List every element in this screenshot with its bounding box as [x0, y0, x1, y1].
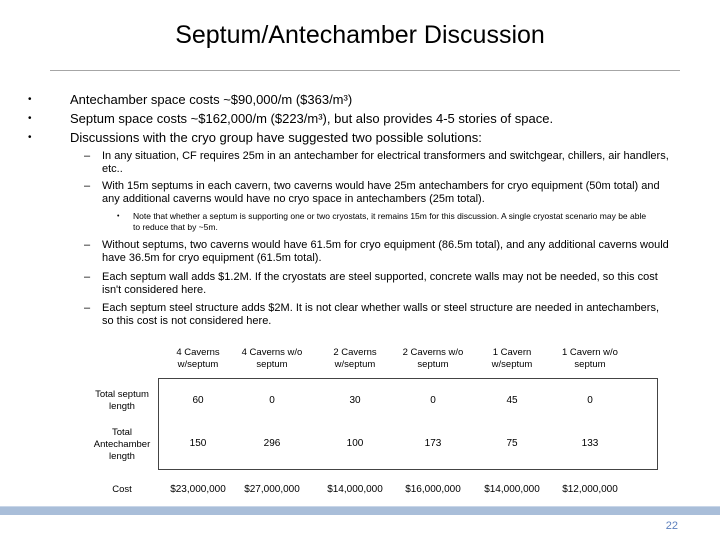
bullet-septum-cost — [28, 110, 670, 128]
subbullet-cf-requirement — [84, 150, 672, 176]
page-number: 22 — [665, 520, 678, 532]
table-cell: $14,000,000 — [484, 484, 540, 495]
subbullet-text: With 15m septums in each cavern, two caverns would have 25m antechambers for cryo equipment (50m total) and any additional caverns would have no cryo space in antechambers (25m total). — [102, 180, 660, 205]
column-header: 4 Caverns w/septum — [176, 347, 220, 370]
row-header: Total septum length — [95, 389, 149, 412]
table-grid-frame — [158, 378, 658, 470]
column-header: 1 Cavern w/septum — [491, 347, 533, 370]
column-header: 4 Caverns w/o septum — [241, 347, 303, 370]
bullet-text: Discussions with the cryo group have suggested two possible solutions: — [70, 130, 482, 145]
table-cell: 60 — [192, 395, 204, 406]
table-cell: 100 — [346, 438, 364, 449]
bullet-antechamber-cost — [28, 91, 670, 109]
table-cell: 75 — [506, 438, 518, 449]
table-cell: $12,000,000 — [562, 484, 618, 495]
subsubbullet-septum-note — [117, 211, 653, 233]
subbullet-text: Each septum wall adds $1.2M. If the cryostats are steel supported, concrete walls may not be needed, so this cost isn't considered here. — [102, 271, 658, 296]
table-cell: 173 — [424, 438, 442, 449]
subbullet-text: In any situation, CF requires 25m in an antechamber for electrical transformers and switchgear, chillers, air handlers, etc.. — [102, 150, 669, 175]
subbullet-text: Without septums, two caverns would have 61.5m for cryo equipment (86.5m total), and any additional caverns would have 36.5m for cryo equipment (61.5m total). — [102, 239, 669, 264]
dash-marker: – — [84, 239, 91, 251]
table-cell: 30 — [349, 395, 361, 406]
subbullet-text: Each septum steel structure adds $2M. It is not clear whether walls or steel structure are needed in antechambers, so this cost is not considered here. — [102, 302, 659, 327]
bullet-dot: • — [28, 94, 32, 105]
column-header: 1 Cavern w/o septum — [562, 347, 618, 370]
table-cell: $23,000,000 — [170, 484, 226, 495]
table-cell: 150 — [189, 438, 207, 449]
table-cell: $14,000,000 — [327, 484, 383, 495]
slide-title: Septum/Antechamber Discussion — [175, 21, 545, 49]
title-divider — [50, 70, 680, 71]
table-cell: 0 — [430, 395, 436, 406]
bullet-text: Antechamber space costs ~$90,000/m ($363/m³) — [70, 92, 353, 107]
table-cell: $16,000,000 — [405, 484, 461, 495]
dash-marker: – — [84, 180, 91, 192]
column-header: 2 Caverns w/septum — [333, 347, 377, 370]
table-cell: 296 — [263, 438, 281, 449]
row-header: Total Antechamber length — [93, 427, 151, 462]
footer-bar — [0, 506, 720, 515]
subsubbullet-text: Note that whether a septum is supporting one or two cryostats, it remains 15m for this discussion. A single cryostat scenario may be able to reduce that by ~5m. — [133, 211, 647, 232]
table-cell: 0 — [587, 395, 593, 406]
dash-marker: – — [84, 302, 91, 314]
table-cell: $27,000,000 — [244, 484, 300, 495]
bullet-discussions — [28, 129, 670, 147]
subbullet-steel-structure — [84, 302, 672, 328]
subbullet-septum-wall — [84, 271, 672, 297]
row-header: Cost — [112, 484, 132, 495]
subbullet-with-septums — [84, 180, 672, 206]
subbullet-without-septums — [84, 239, 672, 265]
bullet-text: Septum space costs ~$162,000/m ($223/m³), but also provides 4-5 stories of space. — [70, 111, 554, 126]
table-cell: 0 — [269, 395, 275, 406]
column-header: 2 Caverns w/o septum — [402, 347, 464, 370]
bullet-dot: • — [28, 132, 32, 143]
table-cell: 133 — [581, 438, 599, 449]
bullet-dot: • — [117, 213, 120, 220]
table-cell: 45 — [506, 395, 518, 406]
dash-marker: – — [84, 271, 91, 283]
bullet-dot: • — [28, 113, 32, 124]
dash-marker: – — [84, 150, 91, 162]
